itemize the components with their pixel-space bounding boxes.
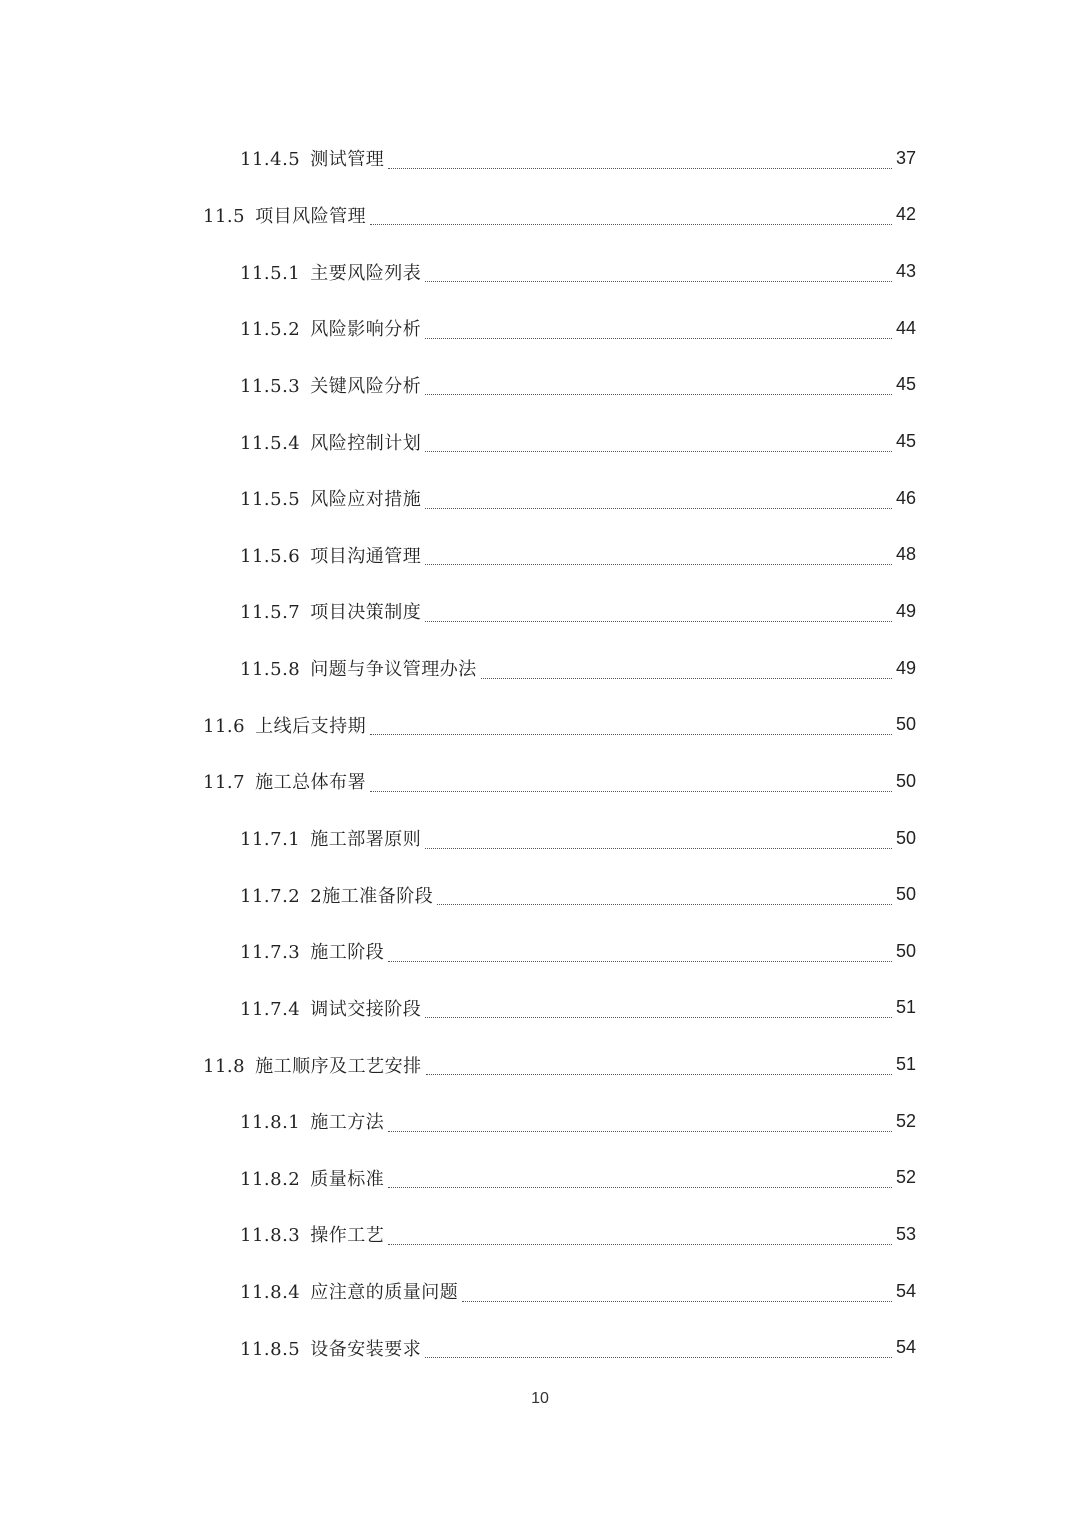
toc-entry-page: 49 [895, 600, 916, 621]
toc-entry-number: 11.5.5 [240, 489, 301, 511]
toc-dot-leader [426, 1056, 892, 1075]
toc-entry[interactable] [0, 129, 1080, 186]
toc-entry-label [203, 1052, 422, 1078]
toc-dot-leader [425, 603, 892, 622]
toc-dot-leader [425, 999, 892, 1018]
toc-entry-number: 11.7.1 [240, 829, 301, 850]
toc-entry-label [203, 768, 366, 794]
toc-entry-page: 45 [895, 374, 916, 395]
toc-entry-number: 11.5.8 [240, 659, 301, 681]
toc-dot-leader [425, 490, 892, 509]
toc-dot-leader [370, 716, 892, 735]
toc-entry-title: 施工部署原则 [310, 829, 422, 850]
toc-entry-number: 11.8.3 [240, 1225, 301, 1247]
toc-entry-number: 11.5.4 [240, 432, 301, 454]
toc-entry[interactable] [0, 865, 1080, 922]
toc-entry-label [240, 485, 421, 511]
toc-entry-title: 设备安装要求 [310, 1338, 422, 1360]
toc-entry-title: 风险控制计划 [310, 432, 422, 454]
toc-entry-title: 施工总体布署 [255, 772, 367, 794]
toc-entry-label [240, 1108, 384, 1134]
toc-entry-label [240, 1335, 421, 1361]
toc-entry-label [203, 712, 366, 738]
toc-dot-leader [388, 150, 892, 169]
toc-entry-title: 项目风险管理 [255, 205, 367, 227]
toc-entry-page: 54 [895, 1280, 916, 1301]
toc-entry-page: 52 [895, 1110, 916, 1131]
toc-entry-title: 应注意的质量问题 [310, 1282, 459, 1304]
toc-entry-label [240, 938, 384, 964]
toc-entry-page: 44 [895, 317, 916, 338]
toc-entry-number: 11.6 [203, 715, 246, 737]
toc-entry-page: 48 [895, 544, 916, 565]
toc-entry[interactable] [0, 1318, 1080, 1375]
toc-entry-page: 54 [895, 1337, 916, 1358]
toc-entry-number: 11.7.4 [240, 998, 301, 1020]
toc-entry-title: 项目决策制度 [310, 602, 422, 624]
toc-entry[interactable] [0, 242, 1080, 299]
toc-entry-number: 11.8 [203, 1055, 246, 1077]
toc-entry-label [240, 542, 421, 568]
toc-entry-page: 50 [895, 770, 916, 791]
toc-entry-label [240, 1165, 384, 1191]
toc-entry[interactable] [0, 525, 1080, 582]
toc-entry-number: 11.8.2 [240, 1168, 301, 1190]
toc-entry-label [240, 259, 421, 285]
toc-dot-leader [425, 376, 892, 395]
toc-entry-label [240, 145, 384, 171]
toc-dot-leader [388, 1169, 892, 1188]
toc-entry-label [240, 655, 477, 681]
toc-entry-label [240, 825, 421, 851]
toc-entry-title: 风险影响分析 [310, 319, 422, 341]
toc-entry-page: 53 [895, 1223, 916, 1244]
toc-entry-page: 51 [895, 1054, 916, 1075]
toc-entry-title: 调试交接阶段 [310, 998, 422, 1020]
toc-entry-label [240, 315, 421, 341]
toc-entry-number: 11.7.3 [240, 942, 301, 964]
toc-entry[interactable] [0, 1262, 1080, 1319]
toc-entry-number: 11.8.5 [240, 1338, 301, 1360]
toc-entry-title: 测试管理 [310, 149, 385, 171]
toc-entry-number: 11.5.3 [240, 375, 301, 397]
toc-entry-label [240, 429, 421, 455]
toc-entry-page: 52 [895, 1167, 916, 1188]
toc-dot-leader [425, 320, 892, 339]
toc-entry-label [240, 372, 421, 398]
toc-dot-leader [425, 433, 892, 452]
toc-entry-page: 51 [895, 997, 916, 1018]
toc-dot-leader [425, 1339, 892, 1358]
toc-entry[interactable] [0, 695, 1080, 752]
toc-dot-leader [370, 206, 892, 225]
toc-entry-title: 风险应对措施 [310, 489, 422, 511]
toc-entry-number: 11.5.6 [240, 545, 301, 567]
toc-entry-label [240, 1221, 384, 1247]
toc-entry-title: 施工方法 [310, 1112, 385, 1134]
toc-entry-page: 37 [895, 147, 916, 168]
toc-entry[interactable] [0, 356, 1080, 413]
toc-entry-page: 50 [895, 714, 916, 735]
toc-entry[interactable] [0, 639, 1080, 696]
toc-entry[interactable] [0, 1035, 1080, 1092]
toc-entry-number: 11.5.1 [240, 262, 301, 284]
toc-entry-label [240, 598, 421, 624]
page-number: 10 [531, 1390, 549, 1407]
toc-entry-page: 49 [895, 657, 916, 678]
toc-entry-title: 上线后支持期 [255, 715, 367, 737]
toc-entry[interactable] [0, 1205, 1080, 1262]
toc-dot-leader [370, 773, 892, 792]
toc-entry-number: 11.4.5 [240, 149, 301, 171]
toc-entry-page: 42 [895, 204, 916, 225]
toc-entry-number: 11.7.2 [240, 885, 301, 907]
toc-entry-label [240, 995, 421, 1021]
toc-entry[interactable] [0, 299, 1080, 356]
toc-entry-number: 11.5 [203, 205, 246, 227]
toc-entry-number: 11.5.7 [240, 602, 301, 624]
toc-dot-leader [481, 660, 892, 679]
toc-entry[interactable] [0, 1149, 1080, 1206]
toc-entry-title: 施工顺序及工艺安排 [255, 1055, 422, 1077]
toc-entry[interactable] [0, 809, 1080, 866]
toc-entry-number: 11.7 [203, 772, 246, 794]
toc-dot-leader [388, 943, 892, 962]
toc-entry-number: 11.8.4 [240, 1282, 301, 1304]
toc-entry[interactable] [0, 752, 1080, 809]
toc-entry-title: 操作工艺 [310, 1225, 385, 1247]
toc-entry-label [240, 882, 433, 908]
toc-dot-leader [425, 830, 892, 849]
toc-dot-leader [425, 263, 892, 282]
toc-entry-page: 50 [895, 940, 916, 961]
toc-dot-leader [462, 1283, 892, 1302]
toc-entry-page: 46 [895, 487, 916, 508]
toc-dot-leader [437, 886, 892, 905]
toc-dot-leader [388, 1226, 892, 1245]
toc-entry-title: 2施工准备阶段 [310, 885, 434, 907]
table-of-contents [0, 129, 1080, 1375]
toc-entry-title: 施工阶段 [310, 942, 385, 964]
toc-entry-page: 43 [895, 261, 916, 282]
toc-entry[interactable] [0, 412, 1080, 469]
toc-entry-number: 11.8.1 [240, 1112, 301, 1134]
toc-entry-number: 11.5.2 [240, 319, 301, 341]
toc-entry[interactable] [0, 582, 1080, 639]
toc-entry-page: 45 [895, 431, 916, 452]
toc-entry[interactable] [0, 979, 1080, 1036]
toc-entry-page: 50 [895, 827, 916, 848]
toc-entry-title: 项目沟通管理 [310, 545, 422, 567]
toc-entry[interactable] [0, 1092, 1080, 1149]
toc-entry[interactable] [0, 469, 1080, 526]
toc-dot-leader [425, 546, 892, 565]
toc-dot-leader [388, 1113, 892, 1132]
toc-entry[interactable] [0, 186, 1080, 243]
toc-entry-title: 质量标准 [310, 1168, 385, 1190]
toc-entry-page: 50 [895, 884, 916, 905]
toc-entry-label [240, 1278, 458, 1304]
toc-entry-title: 问题与争议管理办法 [310, 659, 477, 681]
toc-entry-label [203, 202, 366, 228]
toc-entry[interactable] [0, 922, 1080, 979]
toc-entry-title: 关键风险分析 [310, 375, 422, 397]
toc-entry-title: 主要风险列表 [310, 262, 422, 284]
